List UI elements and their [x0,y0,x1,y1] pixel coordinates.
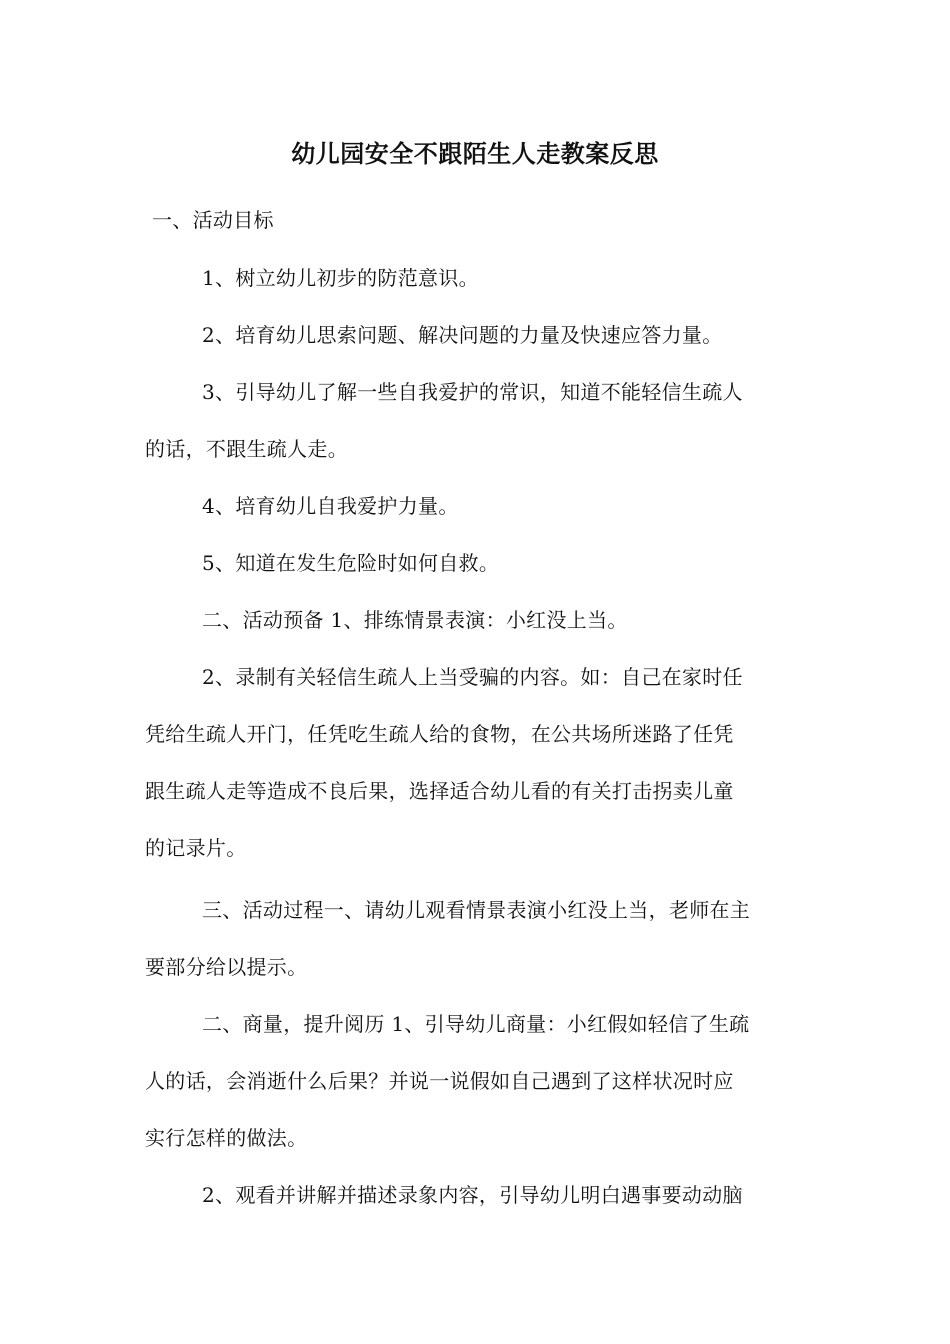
paragraph-line: 实行怎样的做法。 [145,1126,308,1150]
paragraph-line: 二、商量，提升阅历 1、引导幼儿商量：小红假如轻信了生疏 [202,1012,750,1036]
paragraph-line: 的记录片。 [145,836,247,860]
paragraph-line: 2、培育幼儿思索问题、解决问题的力量及快速应答力量。 [202,323,723,347]
paragraph-line: 的话，不跟生疏人走。 [145,437,348,461]
section-heading-preparation: 二、活动预备 1、排练情景表演：小红没上当。 [202,608,628,632]
paragraph-line: 1、树立幼儿初步的防范意识。 [202,266,479,290]
document-title: 幼儿园安全不跟陌生人走教案反思 [291,139,659,168]
paragraph-line: 2、录制有关轻信生疏人上当受骗的内容。如：自己在家时任 [202,665,743,689]
section-heading-process: 三、活动过程一、请幼儿观看情景表演小红没上当，老师在主 [202,898,751,922]
paragraph-line: 3、引导幼儿了解一些自我爱护的常识，知道不能轻信生疏人 [202,380,743,404]
section-heading-objectives: 一、活动目标 [152,208,274,232]
paragraph-line: 人的话，会消逝什么后果？并说一说假如自己遇到了这样状况时应 [145,1069,734,1093]
paragraph-line: 要部分给以提示。 [145,955,308,979]
paragraph-line: 5、知道在发生危险时如何自救。 [202,551,500,575]
paragraph-line: 凭给生疏人开门，任凭吃生疏人给的食物，在公共场所迷路了任凭 [145,722,734,746]
paragraph-line: 跟生疏人走等造成不良后果，选择适合幼儿看的有关打击拐卖儿童 [145,779,734,803]
paragraph-line: 4、培育幼儿自我爱护力量。 [202,494,459,518]
paragraph-line: 2、观看并讲解并描述录象内容，引导幼儿明白遇事要动动脑 [202,1183,743,1207]
